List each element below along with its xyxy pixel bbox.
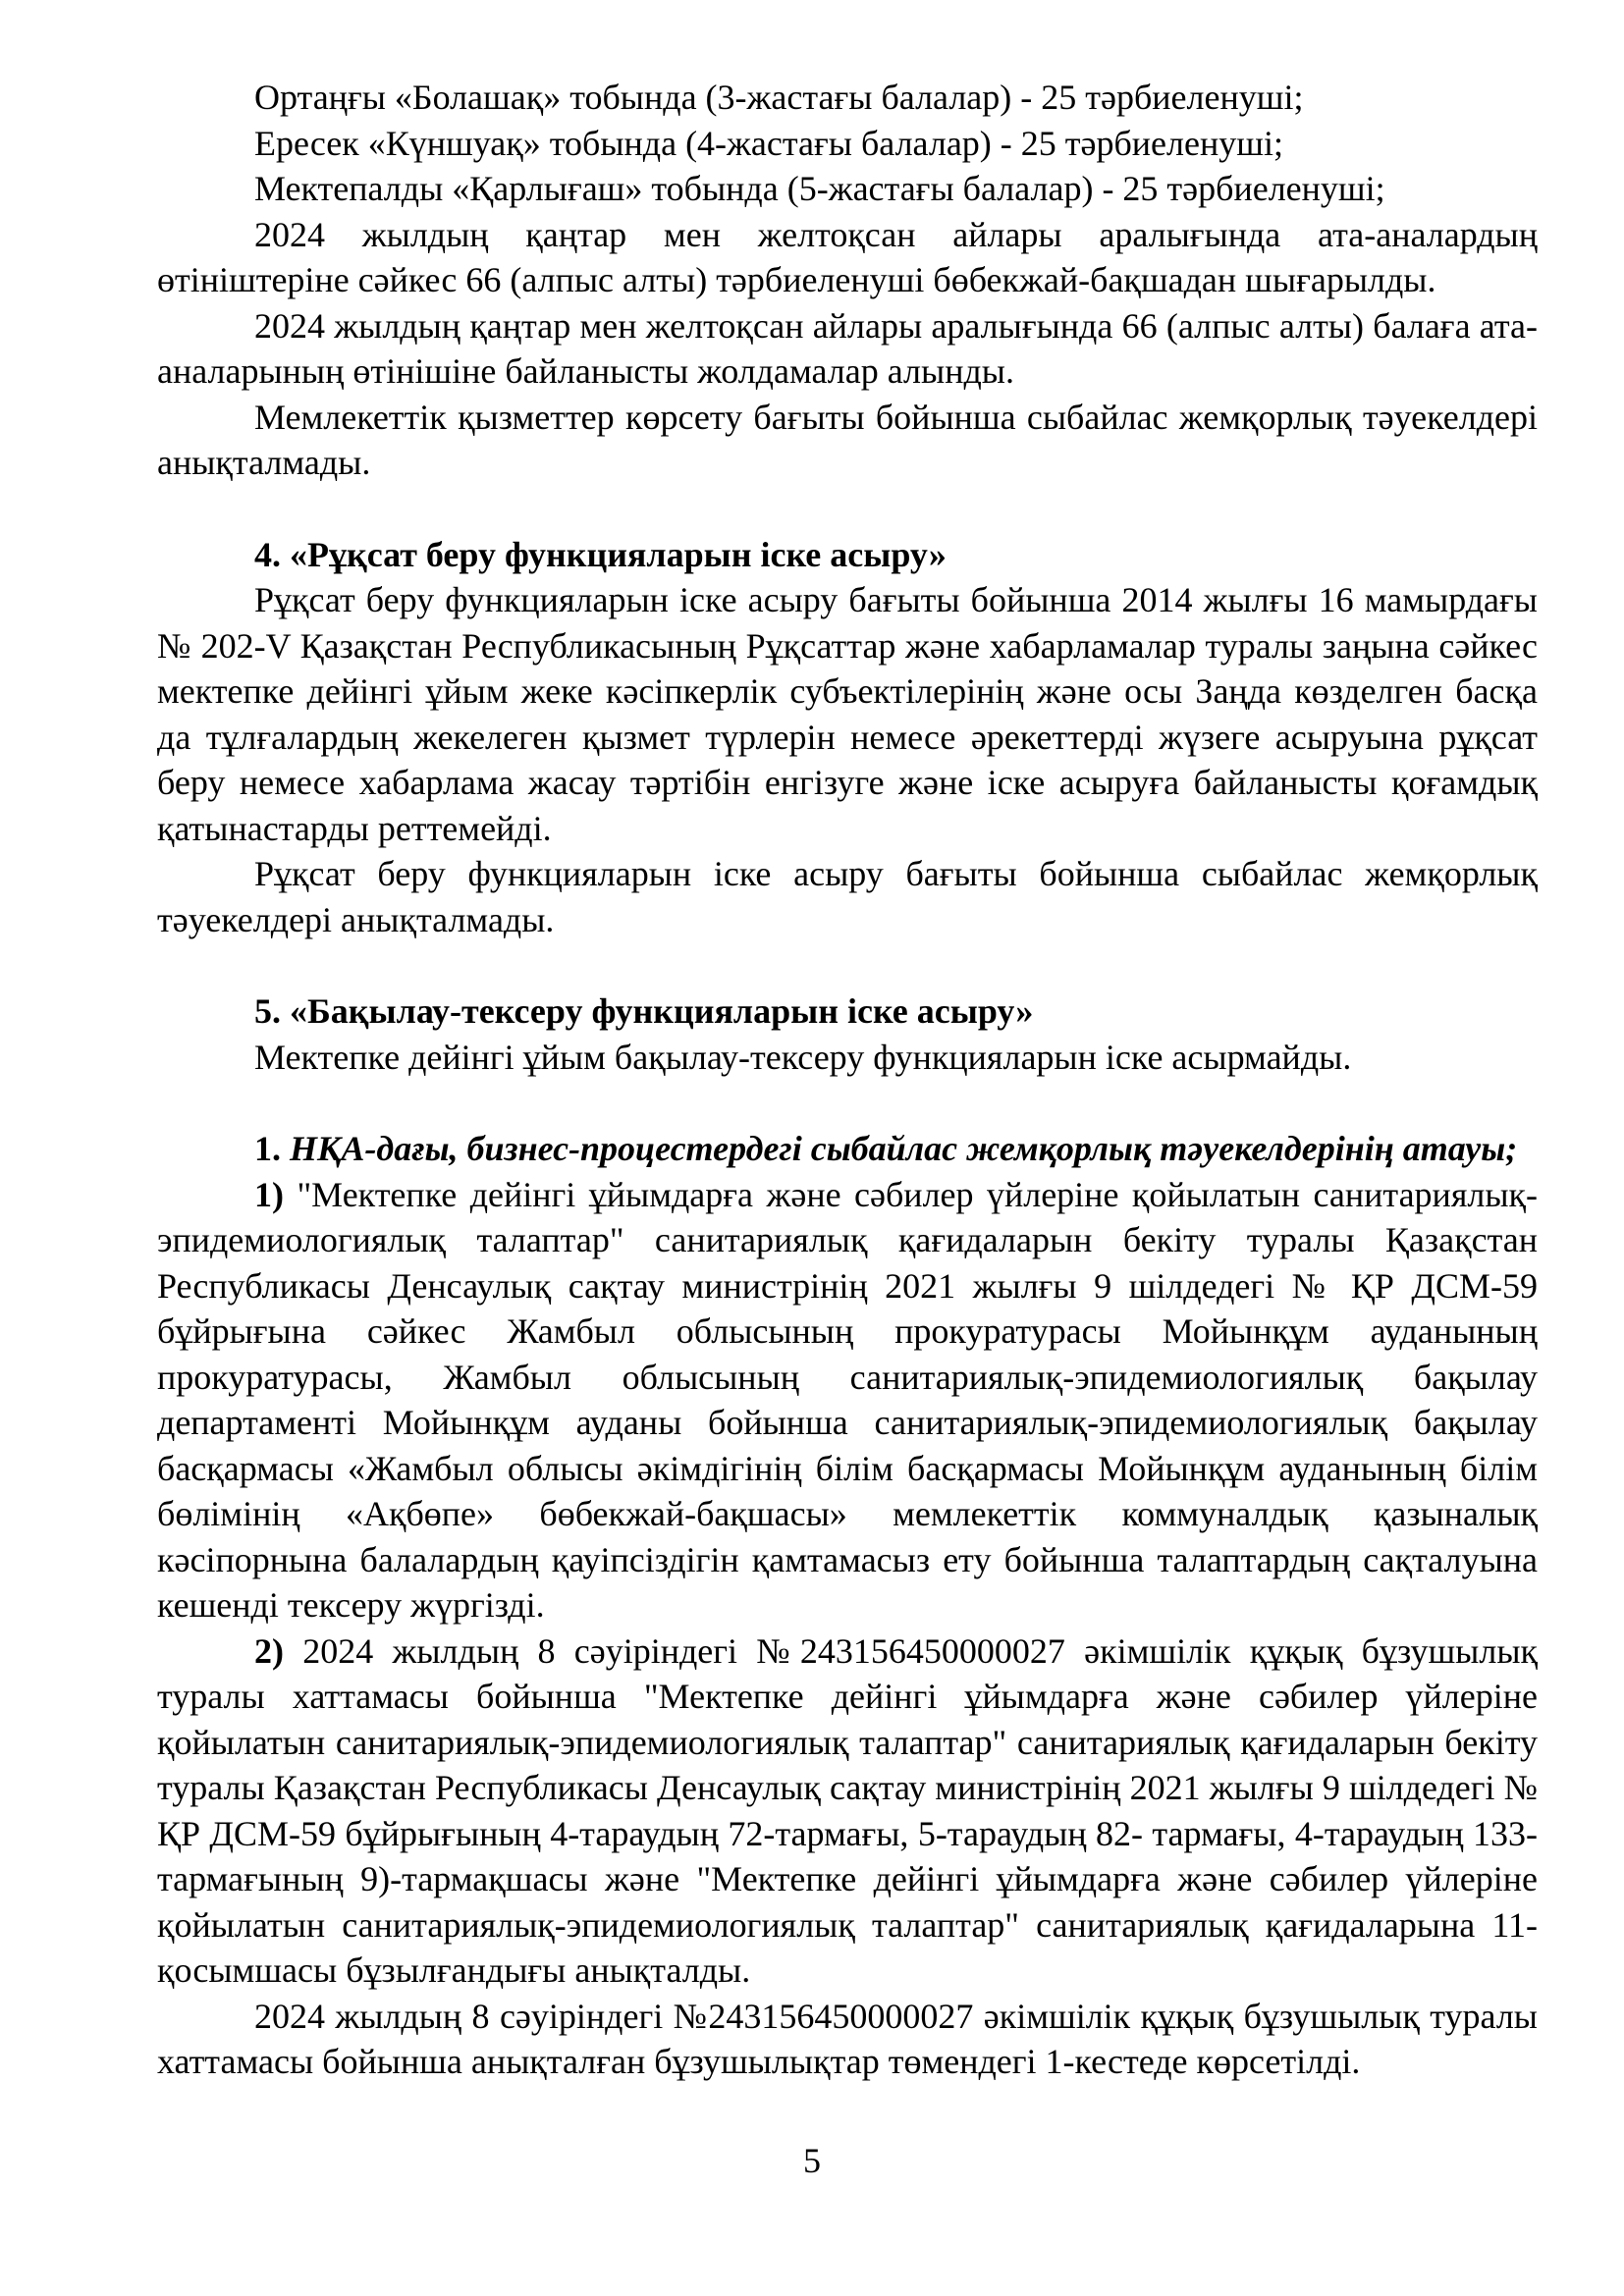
section-1-item-2 — [157, 1629, 1538, 1994]
paragraph-referrals-received: 2024 жылдың қаңтар мен желтоқсан айлары аралығында 66 (алпыс алты) балаға ата-аналарының өтінішіне байланысты жолдамалар алынды. — [157, 305, 1538, 391]
section-spacer — [157, 1080, 1538, 1126]
item-1-text: "Мектепке дейінгі ұйымдарға және сәбилер үйлеріне қойылатын санитариялық-эпидемиологиялық талаптар" санитариялық қағидаларын бекіту туралы Қазақстан Республикасы Денсаулық сақтау министрінің 2021 жылғы 9 шілдедегі № ҚР ДСМ-59 бұйрығына сәйкес Жамбыл облысының прокуратурасы Мойынқұм ауданының прокуратурасы, Жамбыл облысының санитариялық-эпидемиологиялық бақылау департаменті Мойынқұм ауданы бойынша санитариялық-эпидемиологиялық бақылау басқармасы «Жамбыл облысы әкімдігінің білім басқармасы Мойынқұм ауданының білім бөлімінің «Ақбөпе» бөбекжай-бақшасы» мемлекеттік коммуналдық қазыналық кәсіпорнына балалардың қауіпсіздігін қамтамасыз ету бойынша талаптардың сақталуына кешенді тексеру жүргізді. — [157, 1174, 1539, 1625]
section-spacer — [157, 486, 1538, 532]
section-5-paragraph: Мектепке дейінгі ұйым бақылау-тексеру функцияларын іске асырмайды. — [254, 1037, 1352, 1077]
page-number: 5 — [803, 2141, 821, 2180]
section-4-paragraph: Рұқсат беру функцияларын іске асыру бағыты бойынша 2014 жылғы 16 мамырдағы № 202-V Қазақстан Республикасының Рұқсаттар және хабарламалар туралы заңына сәйкес мектепке дейінгі ұйым жеке кәсіпкерлік субъектілерінің және осы Заңда көзделген басқа да тұлғалардың жекелеген қызмет түрлерін немесе әрекеттерді жүзеге асыруына рұқсат беру немесе хабарлама жасау тәртібін енгізуге және іске асыруға байланысты қоғамдық қатынастарды реттемейді. — [157, 580, 1538, 848]
section-1-closing-paragraph: 2024 жылдың 8 сәуіріндегі №243156450000027 әкімшілік құқық бұзушылық туралы хаттамасы бойынша анықталған бұзушылықтар төмендегі 1-кестеде көрсетілді. — [157, 1996, 1538, 2081]
document-page — [157, 75, 1538, 2085]
section-1-number: 1. — [254, 1129, 281, 1168]
paragraph-senior-group: Ересек «Күншуақ» тобында (4-жастағы балалар) - 25 тәрбиеленуші; — [254, 123, 1283, 163]
paragraph-discharged-children: 2024 жылдың қаңтар мен желтоқсан айлары аралығында ата-аналардың өтініштеріне сәйкес 66 (алпыс алты) тәрбиеленуші бөбекжай-бақшадан шығарылды. — [157, 214, 1538, 299]
section-1-title: НҚА-дағы, бизнес-процестердегі сыбайлас жемқорлық тәуекелдерінің атауы; — [290, 1129, 1518, 1168]
section-5-heading: 5. «Бақылау-тексеру функцияларын іске асыру» — [254, 991, 1034, 1031]
paragraph-public-services-risks: Мемлекеттік қызметтер көрсету бағыты бойынша сыбайлас жемқорлық тәуекелдері анықталмады. — [157, 397, 1538, 482]
section-spacer — [157, 942, 1538, 988]
section-1-item-1 — [157, 1172, 1538, 1629]
section-4-paragraph: Рұқсат беру функцияларын іске асыру бағыты бойынша сыбайлас жемқорлық тәуекелдері анықталмады. — [157, 854, 1538, 939]
section-1-heading — [157, 1126, 1538, 1172]
section-4-heading: 4. «Рұқсат беру функцияларын іске асыру» — [254, 534, 947, 574]
item-2-text: 2024 жылдың 8 сәуіріндегі №243156450000027 әкімшілік құқық бұзушылық туралы хаттамасы бойынша "Мектепке дейінгі ұйымдарға және сәбилер үйлеріне қойылатын санитариялық-эпидемиологиялық талаптар" санитариялық қағидаларын бекіту туралы Қазақстан Республикасы Денсаулық сақтау министрінің 2021 жылғы 9 шілдедегі № ҚР ДСМ-59 бұйрығының 4-тараудың 72-тармағы, 5-тараудың 82- тармағы, 4-тараудың 133-тармағының 9)-тармақшасы және "Мектепке дейінгі ұйымдарға және сәбилер үйлеріне қойылатын санитариялық-эпидемиологиялық талаптар" санитариялық қағидаларына 11-қосымшасы бұзылғандығы анықталды. — [157, 1630, 1539, 1990]
item-1-number: 1) — [254, 1174, 284, 1214]
paragraph-middle-group: Ортаңғы «Болашақ» тобында (3-жастағы балалар) - 25 тәрбиеленуші; — [254, 78, 1304, 117]
item-2-number: 2) — [254, 1630, 284, 1671]
paragraph-preschool-group: Мектепалды «Қарлығаш» тобында (5-жастағы балалар) - 25 тәрбиеленуші; — [254, 169, 1385, 208]
